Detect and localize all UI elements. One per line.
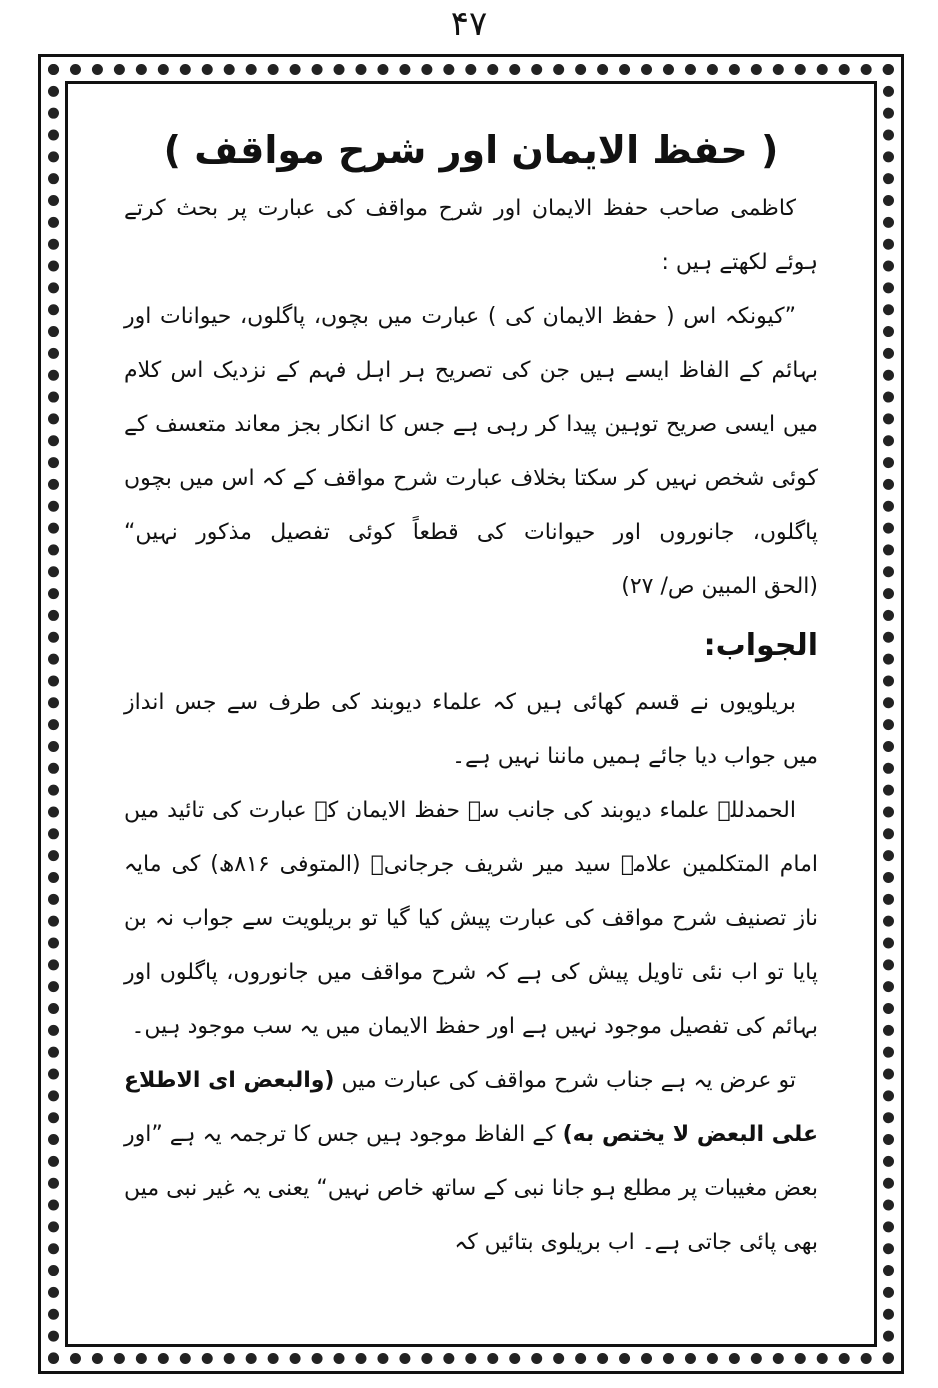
decorative-frame (38, 54, 904, 1374)
quote-text: ”کیونکہ اس ( حفظ الایمان کی ) عبارت میں بچوں، پاگلوں، حیوانات اور بہائم کے الفاظ ایسے ہیں جن کی تصریح ہر اہل فہم کے نزدیک اس کلام میں ایسی صریح توہین پیدا کر رہی ہے جس کا انکار بجز معاند متعسف کے کوئی شخص نہیں کر سکتا بخلاف عبارت شرح مواقف کے کہ اس میں بچوں پاگلوں، جانوروں اور حیوانات کی قطعاً کوئی تفصیل مذکور نہیں“ (124, 304, 818, 545)
para3-lead: تو عرض یہ ہے جناب شرح مواقف کی عبارت میں (341, 1068, 796, 1093)
answer-paragraph-2: الحمدللہ علماء دیوبند کی جانب سے حفظ الایمان کے عبارت کی تائید میں امام المتکلمین علامہ سید میر شریف جرجانیؒ (المتوفی ۸۱۶ھ) کی مایہ ناز تصنیف شرح مواقف کی عبارت پیش کیا گیا تو بریلویت سے جواب نہ بن پایا تو اب نئی تاویل پیش کی ہے کہ شرح مواقف میں جانوروں، پاگلوں اور بہائم کی تفصیل موجود نہیں ہے اور حفظ الایمان میں یہ سب موجود ہیں۔ (124, 798, 818, 1039)
para3-rest: کے الفاظ موجود ہیں جس کا ترجمہ یہ ہے ”اور بعض مغیبات پر مطلع ہو جانا نبی کے ساتھ خاص نہیں“ یعنی یہ غیر نبی میں بھی پائی جاتی ہے۔ اب بریلوی بتائیں کہ (124, 1122, 818, 1255)
quote-reference: (الحق المبین ص/ ۲۷) (621, 574, 818, 599)
page-title: ( حفظ الایمان اور شرح مواقف ) (163, 128, 779, 172)
answer-paragraph-3 (124, 1054, 818, 1270)
answer-paragraph-1: بریلویوں نے قسم کھائی ہیں کہ علماء دیوبند کی طرف سے جس انداز میں جواب دیا جائے ہمیں ماننا نہیں ہے۔ (124, 690, 818, 769)
frame-chain-border (48, 64, 894, 1364)
intro-paragraph: کاظمی صاحب حفظ الایمان اور شرح مواقف کی عبارت پر بحث کرتے ہوئے لکھتے ہیں : (124, 196, 818, 275)
page-content (65, 81, 877, 1347)
answer-heading: الجواب: (703, 628, 818, 663)
page-number: ۴۷ (450, 4, 488, 44)
quote-paragraph (124, 290, 818, 614)
arabic-quotation: (والبعض ای الاطلاع علی البعض لا یختص به) (124, 1068, 818, 1147)
